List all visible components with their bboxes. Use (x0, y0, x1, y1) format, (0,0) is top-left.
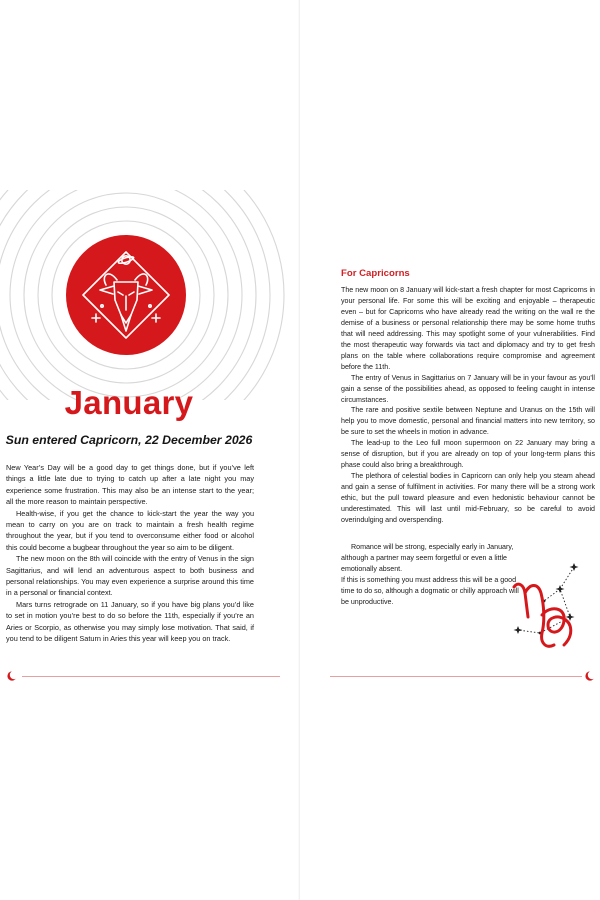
footer-rule (330, 676, 582, 677)
right-body-text (341, 285, 595, 526)
body-paragraph: The new moon on the 8th will coincide with the entry of Venus in the sign Sagittarius, and will lend an adventurous aspect to both business and personal relationships. You may even experience a surprise around this time in a personal or financial context. (6, 554, 254, 598)
right-body-tail (341, 542, 523, 608)
crescent-moon-icon (584, 670, 596, 682)
body-paragraph: The plethora of celestial bodies in Capricorn can only help you steam ahead and gain a sense of fulfilment in activities. For many there will be a strong work ethic, but the pull toward pleasure and even hedonistic behaviour cannot be underestimated. This will last until mid-February, so be careful to avoid overindulging and overspending. (341, 472, 595, 525)
body-paragraph: The lead-up to the Leo full moon supermoon on 22 January may bring a sense of disruption, but if you are already on top of your long-term plans this phase could also bring a breakthrough. (341, 439, 595, 470)
crescent-moon-icon (6, 670, 18, 682)
left-body-text (6, 462, 254, 645)
capricorn-glyph-icon (500, 555, 600, 655)
body-paragraph: The rare and positive sextile between Neptune and Uranus on the 15th will help you to move domestic, personal and financial matters into new territory, so be sure to set the wheels in motion in advance. (341, 406, 595, 437)
body-paragraph: Mars turns retrograde on 11 January, so if you have big plans you’d like to set in motion you’re best to do so before the 11th, especially if you’re an Aries or Scorpio, as otherwise you may simply lose motivation. That said, if you tend to be diligent Saturn in Aries this year will keep you on track. (6, 599, 254, 644)
body-paragraph: The new moon on 8 January will kick-start a fresh chapter for most Capricorns in your personal life. For some this will be exciting and enjoyable – therapeutic even – but for Capricorns who have already read the writing on the wall re the demise of a business or personal relationship there may be some home truths that will need addressing. This may spotlight some of your vulnerabilities. Find the most therapeutic way forwards via tact and diplomacy and try to get fresh plans on the table where collaborations require compromise and agreement before the 11th. (341, 286, 595, 371)
body-paragraph: The entry of Venus in Sagittarius on 7 January will be in your favour as you’ll gain a sense of the possibilities ahead, as opposed to feeling caught in intense circumstances. (341, 373, 595, 404)
body-paragraph: Health-wise, if you get the chance to kick-start the year the way you mean to carry on you are on track to maintain a fresh health regime throughout the year, but if you tend to overconsume either food or alcohol this could become a bugbear throughout the year so aim to be diligent. (6, 508, 254, 552)
month-title: January (64, 384, 194, 421)
section-heading: For Capricorns (341, 268, 410, 279)
body-paragraph: New Year’s Day will be a good day to get things done, but if you’ve left things a little late due to trying to catch up after a late night you may experience some frustration. This may also be an intense start to the year; all the more reason to maintain perspective. (6, 463, 254, 507)
capricorn-emblem-icon (0, 190, 290, 400)
body-paragraph: If this is something you must address this will be a good time to do so, although a dogmatic or chilly approach will be unproductive. (341, 575, 519, 606)
footer-rule (22, 676, 280, 677)
body-paragraph: Romance will be strong, especially early in January, although a partner may seem forgetful or even a little emotionally absent. (341, 543, 514, 573)
sun-sign-subtitle: Sun entered Capricorn, 22 December 2026 (5, 433, 253, 447)
